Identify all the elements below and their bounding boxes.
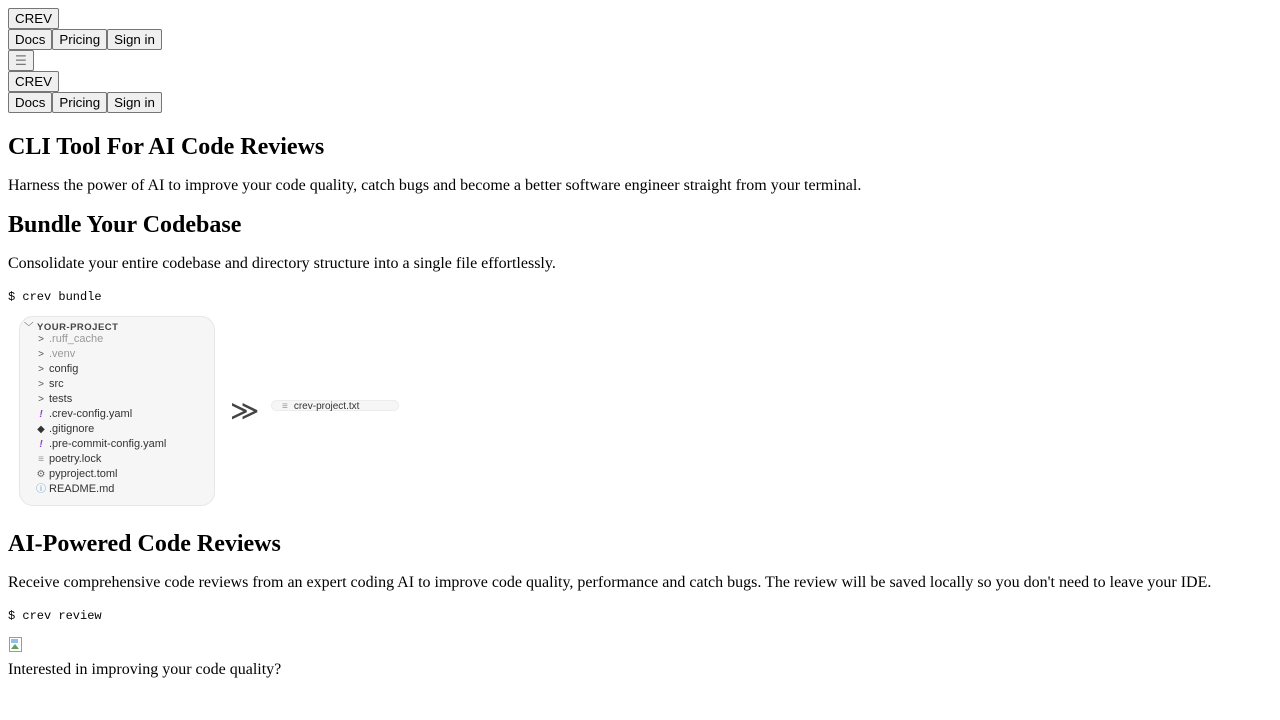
file-tree-item-label: README.md [49,483,115,495]
cta-text: Interested in improving your code quality? [8,661,282,678]
chevron-right-icon: > [38,364,44,375]
file-tree-item-label: pyproject.toml [49,468,118,480]
menu-row [8,50,1272,71]
file-tree-item[interactable] [33,422,94,437]
chevron-right-icon: > [38,379,44,390]
hero-subtitle: Harness the power of AI to improve your code quality, catch bugs and become a better software engineer straight from your terminal. [8,177,862,194]
file-tree-root-label: YOUR-PROJECT [36,322,119,333]
nav-sign-in-button[interactable]: Sign in [107,29,162,50]
file-tree-item-label: .gitignore [49,423,95,435]
broken-image-icon [8,636,24,652]
brand-button[interactable]: CREV [8,8,59,29]
header-brand-row [8,8,1272,29]
mobile-nav [8,92,1272,113]
file-tree-item[interactable] [33,377,64,392]
file-tree-item[interactable] [33,452,101,467]
bundle-illustration [8,316,1272,516]
file-tree-item[interactable] [33,407,132,422]
yaml-icon: ! [39,409,43,420]
mobile-nav-pricing-button[interactable]: Pricing [52,92,107,113]
mobile-brand-button[interactable]: CREV [8,71,59,92]
file-tree-item[interactable] [33,467,117,482]
mobile-brand-row [8,71,1272,92]
file-tree-item-label: tests [49,393,73,405]
file-tree-item[interactable] [33,347,75,362]
lines-icon: ≡ [282,401,288,412]
file-tree-item[interactable] [33,392,72,407]
chevron-right-icon: > [38,334,44,345]
chevron-right-icon: > [38,349,44,360]
file-tree-item-label: .ruff_cache [49,333,104,345]
gear-icon: ⚙ [36,469,46,480]
file-tree-item-label: poetry.lock [49,453,102,465]
file-tree-item[interactable] [33,362,78,377]
file-tree-root [24,319,118,333]
file-tree-item-label: config [49,363,79,375]
file-tree-item-label: .crev-config.yaml [49,408,133,420]
chevron-right-icon: > [38,394,44,405]
double-chevron-right-icon: ≫ [230,394,252,427]
nav-pricing-button[interactable]: Pricing [52,29,107,50]
file-tree-item-label: .pre-commit-config.yaml [49,438,167,450]
output-file-label: crev-project.txt [293,401,360,412]
file-tree-item-label: src [49,378,64,390]
output-file [271,400,399,411]
review-description: Receive comprehensive code reviews from an expert coding AI to improve code quality, performance and catch bugs. The review will be saved locally so you don't need to leave your IDE. [8,574,1212,591]
bundle-title: Bundle Your Codebase [8,212,242,238]
lines-icon: ≡ [38,454,44,465]
info-icon: ⓘ [36,484,46,495]
header-nav [8,29,1272,50]
file-tree-item[interactable] [33,482,114,497]
git-icon: ◆ [37,424,45,435]
mobile-nav-sign-in-button[interactable]: Sign in [107,92,162,113]
review-title: AI-Powered Code Reviews [8,531,281,557]
file-tree-item[interactable] [33,437,166,452]
chevron-down-icon: ﹀ [24,322,35,333]
yaml-icon: ! [39,439,43,450]
file-tree-panel [19,316,215,506]
nav-docs-button[interactable]: Docs [8,29,52,50]
file-tree-item[interactable] [33,332,103,347]
file-tree-item-label: .venv [49,348,76,360]
bundle-description: Consolidate your entire codebase and directory structure into a single file effortlessly. [8,255,556,272]
hero-title: CLI Tool For AI Code Reviews [8,134,325,160]
review-command: $ crev review [8,609,102,623]
mobile-nav-docs-button[interactable]: Docs [8,92,52,113]
hamburger-menu-button[interactable]: ☰ [8,50,34,71]
bundle-command: $ crev bundle [8,290,102,304]
